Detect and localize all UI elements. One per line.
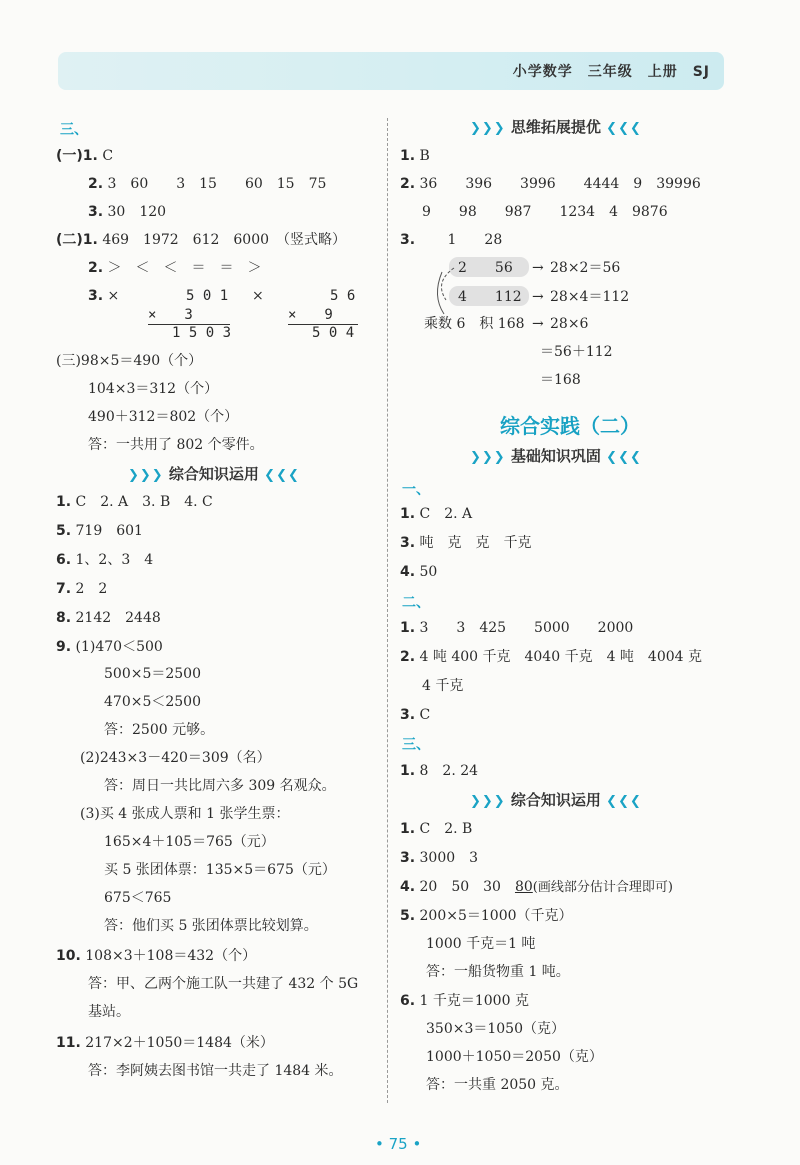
answer-line: 3. 30 120 [88, 204, 167, 220]
answer-line: 2. 36 396 3996 4444 9 39996 [400, 176, 701, 192]
arrow-icon: → [532, 316, 544, 332]
answer-line: 4 千克 [422, 678, 464, 694]
answer-line: 1. C 2. A 3. B 4. C [56, 494, 213, 510]
diagram-result: 28×4＝112 [550, 289, 630, 305]
answer-line: 3. 吨 克 克 千克 [400, 535, 532, 551]
answer-line: 答：一船货物重 1 吨。 [426, 964, 570, 980]
diagram-row: 乘数 6 积 168 [424, 316, 525, 332]
answer-line: 答：李阿姨去图书馆一共走了 1484 米。 [88, 1063, 343, 1079]
answer-line: 10. 108×3＋108＝432（个） [56, 948, 257, 964]
answer-line: 1. B [400, 148, 430, 164]
answer-line: 3. × [88, 288, 120, 304]
answer-line: 2. 3 60 3 15 60 15 75 [88, 176, 327, 192]
answer-line: 2. ＞ ＜ ＜ ＝ ＝ ＞ [88, 260, 262, 276]
section-2-label: 二、 [402, 595, 430, 611]
answer-line: (3)买 4 张成人票和 1 张学生票： [80, 806, 290, 822]
vertical-calc-1-top: 5 0 1 [186, 288, 229, 304]
answer-line: 基站。 [88, 1004, 130, 1020]
bracket-curve [430, 262, 460, 322]
answer-line: 答：一共重 2050 克。 [426, 1077, 569, 1093]
multiply-sign: × [252, 288, 264, 304]
answer-line: 3. 1 28 [400, 232, 503, 248]
answer-line: (二)1. 469 1972 612 6000 （竖式略） [56, 232, 347, 248]
answer-line: 7. 2 2 [56, 581, 108, 597]
answer-line: 6. 1、2、3 4 [56, 552, 154, 568]
answer-line: 2. 4 吨 400 千克 4040 千克 4 吨 4004 克 [400, 649, 703, 665]
answer-line: 1. C 2. A [400, 506, 473, 522]
answer-line: 1. C 2. B [400, 821, 473, 837]
vertical-calc-1-result: 1 5 0 3 [172, 325, 232, 341]
answer-line: 答：2500 元够。 [104, 722, 215, 738]
answer-line: 答：甲、乙两个施工队一共建了 432 个 5G [88, 976, 359, 992]
chevrons-right-icon: ❯❯❯ [128, 468, 164, 483]
section-1-label: 一、 [402, 482, 430, 498]
answer-line: 3. C [400, 707, 431, 723]
answer-line: 答：一共用了 802 个零件。 [88, 437, 264, 453]
answer-line: 5. 719 601 [56, 523, 143, 539]
column-divider [387, 118, 388, 1103]
answer-line: 买 5 张团体票：135×5＝675（元） [104, 862, 336, 878]
diagram-row: 4 112 [458, 289, 522, 305]
arrow-icon: → [532, 260, 544, 276]
answer-line: (一)1. C [56, 148, 114, 164]
answer-line: (三)98×5＝490（个） [56, 353, 203, 369]
answer-line: 6. 1 千克＝1000 克 [400, 993, 529, 1009]
diagram-result: 28×2＝56 [550, 260, 621, 276]
answer-line: 答：他们买 5 张团体票比较划算。 [104, 918, 318, 934]
answer-line: 350×3＝1050（克） [426, 1021, 565, 1037]
book-title: 小学数学 三年级 上册 SJ [512, 64, 710, 80]
page-header-banner [58, 52, 724, 90]
section-heading: ❯❯❯ 基础知识巩固 ❮❮❮ [470, 447, 642, 465]
section-heading: ❯❯❯ 思维拓展提优 ❮❮❮ [470, 118, 642, 136]
answer-line: ＝168 [540, 372, 581, 388]
section-3-label: 三、 [60, 122, 88, 138]
diagram-result: 28×6 [550, 316, 589, 332]
chevrons-left-icon: ❮❮❮ [606, 794, 642, 809]
answer-line: 1. 8 2. 24 [400, 763, 479, 779]
answer-line: 4. 50 [400, 564, 438, 580]
vertical-calc-2-result: 5 0 4 [312, 325, 355, 341]
answer-line: 1. 3 3 425 5000 2000 [400, 620, 634, 636]
answer-line: 9 98 987 1234 4 9876 [422, 204, 668, 220]
chevrons-left-icon: ❮❮❮ [606, 450, 642, 465]
page-number: • 75 • [375, 1135, 422, 1153]
section-heading: ❯❯❯ 综合知识运用 ❮❮❮ [128, 465, 300, 483]
chevrons-left-icon: ❮❮❮ [606, 121, 642, 136]
section-3-label: 三、 [402, 737, 430, 753]
answer-line: 165×4＋105＝765（元） [104, 834, 275, 850]
vertical-calc-2-mult: × 9 [288, 306, 358, 325]
answer-line: 1000 千克＝1 吨 [426, 936, 536, 952]
chevrons-right-icon: ❯❯❯ [470, 450, 506, 465]
answer-line: 5. 200×5＝1000（千克） [400, 908, 573, 924]
answer-line: 675＜765 [104, 890, 172, 906]
chapter-title: 综合实践（二） [500, 414, 640, 438]
answer-line: 470×5＜2500 [104, 694, 201, 710]
answer-line: 500×5＝2500 [104, 666, 201, 682]
answer-line: 11. 217×2＋1050＝1484（米） [56, 1035, 274, 1051]
answer-line: 4. 20 50 30 80(画线部分估计合理即可) [400, 879, 673, 895]
answer-line: 104×3＝312（个） [88, 381, 219, 397]
chevrons-right-icon: ❯❯❯ [470, 794, 506, 809]
vertical-calc-2-top: 5 6 [330, 288, 356, 304]
answer-line: (2)243×3－420＝309（名） [80, 750, 271, 766]
answer-line: 1000＋1050＝2050（克） [426, 1049, 603, 1065]
diagram-row: 2 56 [458, 260, 513, 276]
chevrons-right-icon: ❯❯❯ [470, 121, 506, 136]
answer-line: 8. 2142 2448 [56, 610, 161, 626]
answer-line: 490＋312＝802（个） [88, 409, 239, 425]
answer-line: 答：周日一共比周六多 309 名观众。 [104, 778, 336, 794]
answer-line: 9. (1)470＜500 [56, 639, 163, 655]
answer-line: 3. 3000 3 [400, 850, 479, 866]
vertical-calc-1-mult: × 3 [148, 306, 230, 325]
arrow-icon: → [532, 289, 544, 305]
section-heading: ❯❯❯ 综合知识运用 ❮❮❮ [470, 791, 642, 809]
answer-line: ＝56＋112 [540, 344, 613, 360]
chevrons-left-icon: ❮❮❮ [264, 468, 300, 483]
